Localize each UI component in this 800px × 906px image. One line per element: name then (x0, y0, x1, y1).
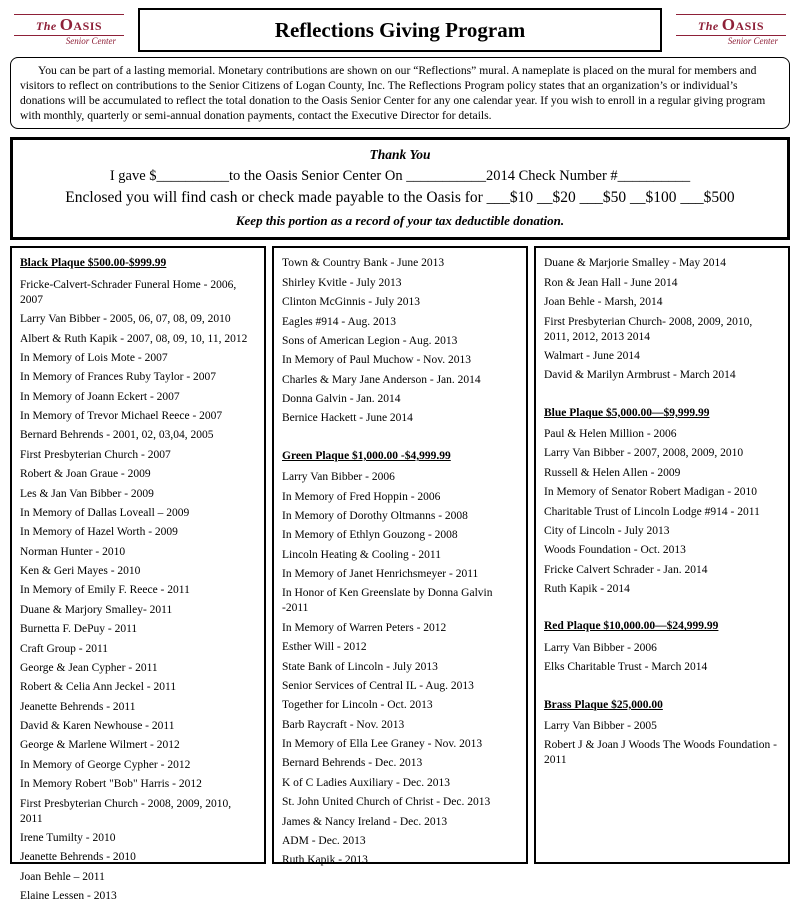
donor-entry: Craft Group - 2011 (20, 642, 109, 655)
donor-entry: Woods Foundation - Oct. 2013 (544, 544, 686, 557)
donor-entry: Sons of American Legion - Aug. 2013 (282, 334, 458, 347)
donor-entry: First Presbyterian Church - 2008, 2009, 2010, 2011 (20, 797, 232, 825)
donor-entry: Charles & Mary Jane Anderson - Jan. 2014 (282, 373, 481, 386)
donor-entry: In Memory of Senator Robert Madigan - 2010 (544, 486, 758, 499)
donor-entry: Larry Van Bibber - 2007, 2008, 2009, 2010 (544, 447, 744, 460)
donor-entry: Elks Charitable Trust - March 2014 (544, 661, 708, 674)
donor-entry: Clinton McGinnis - July 2013 (282, 296, 421, 309)
donor-entry: Fricke Calvert Schrader - Jan. 2014 (544, 563, 708, 576)
donor-entry: In Memory of Emily F. Reece - 2011 (20, 584, 190, 597)
plaque-section-heading: Black Plaque $500.00-$999.99 (20, 257, 167, 270)
donor-entry: ADM - Dec. 2013 (282, 834, 366, 847)
donor-entry: Ruth Kapik - 2013 (282, 854, 368, 867)
donor-entry: In Memory of Trevor Michael Reece - 2007 (20, 410, 223, 423)
donor-entry: City of Lincoln - July 2013 (544, 524, 670, 537)
donor-entry: In Honor of Ken Greenslate by Donna Galvin -2011 (282, 587, 493, 615)
donor-entry: Robert J & Joan J Woods The Woods Foundation - 2011 (544, 739, 777, 767)
donor-entry: Walmart - June 2014 (544, 349, 640, 362)
donor-entry: Burnetta F. DePuy - 2011 (20, 623, 138, 636)
donor-entry: James & Nancy Ireland - Dec. 2013 (282, 815, 448, 828)
logo-oasis-text: Oasis (59, 15, 103, 35)
donor-entry: George & Jean Cypher - 2011 (20, 661, 158, 674)
oasis-logo-wordmark (676, 15, 786, 35)
donor-entry: Ken & Geri Mayes - 2010 (20, 565, 141, 578)
page-header (10, 8, 790, 52)
donor-entry: Joan Behle – 2011 (20, 870, 105, 883)
donor-entry: Lincoln Heating & Cooling - 2011 (282, 548, 441, 561)
donor-entry: In Memory of Joann Eckert - 2007 (20, 390, 180, 403)
donor-column-3 (534, 246, 790, 864)
donor-entry: Joan Behle - Marsh, 2014 (544, 296, 663, 309)
plaque-section-heading: Blue Plaque $5,000.00—$9,999.99 (544, 406, 710, 419)
donor-entry: Fricke-Calvert-Schrader Funeral Home - 2006, 2007 (20, 278, 237, 306)
oasis-logo-wordmark (14, 15, 124, 35)
donor-entry: Ron & Jean Hall - June 2014 (544, 276, 678, 289)
program-description-text: You can be part of a lasting memorial. Monetary contributions are shown on our “Reflections” mural. A nameplate is placed on the mural for members and visitors to reflect on contributions to the Senior Citizens of Logan County, Inc. The Reflections Program policy states that an organization’s or individual’s donations will be accumulated to reflect the total donation to the Oasis Senior Center for any one calendar year. If you wish to enroll in a regular giving program with monthly, quarterly or semi-annual donation payments, contact the Executive Director for details. (20, 64, 766, 123)
donor-entry: David & Marilyn Armbrust - March 2014 (544, 369, 736, 382)
donation-form-box (10, 137, 790, 240)
donor-entry: Elaine Lessen - 2013 (20, 890, 117, 903)
donor-entry: Senior Services of Central IL - Aug. 2013 (282, 679, 474, 692)
donor-entry: St. John United Church of Christ - Dec. 2013 (282, 796, 491, 809)
donor-entry: Duane & Marjorie Smalley - May 2014 (544, 257, 727, 270)
donor-entry: Robert & Joan Graue - 2009 (20, 468, 151, 481)
donor-entry: Larry Van Bibber - 2005 (544, 719, 657, 732)
donor-entry: In Memory of Warren Peters - 2012 (282, 621, 447, 634)
donor-entry: Albert & Ruth Kapik - 2007, 08, 09, 10, 11, 2012 (20, 332, 248, 345)
donor-entry: In Memory of Fred Hoppin - 2006 (282, 490, 441, 503)
plaque-section-heading: Green Plaque $1,000.00 -$4,999.99 (282, 449, 451, 462)
oasis-logo-left (10, 8, 128, 52)
donation-amount-line: I gave $__________to the Oasis Senior Center On ___________2014 Check Number #__________ (109, 168, 691, 185)
thank-you-heading: Thank You (369, 147, 431, 163)
plaque-section-heading: Brass Plaque $25,000.00 (544, 698, 663, 711)
donor-entry: First Presbyterian Church- 2008, 2009, 2010, 2011, 2012, 2013 2014 (544, 315, 753, 343)
donor-entry: Duane & Marjory Smalley- 2011 (20, 603, 173, 616)
donor-entry: In Memory Robert "Bob" Harris - 2012 (20, 778, 202, 791)
donor-entry: Norman Hunter - 2010 (20, 545, 126, 558)
donor-entry: State Bank of Lincoln - July 2013 (282, 660, 438, 673)
donor-entry: George & Marlene Wilmert - 2012 (20, 739, 180, 752)
tax-record-note: Keep this portion as a record of your tax deductible donation. (235, 213, 565, 229)
logo-tagline: Senior Center (727, 35, 778, 46)
donor-entry: Eagles #914 - Aug. 2013 (282, 315, 397, 328)
logo-the-text: The (35, 19, 57, 34)
donor-entry: Charitable Trust of Lincoln Lodge #914 - 2011 (544, 505, 760, 518)
donor-entry: In Memory of Paul Muchow - Nov. 2013 (282, 354, 471, 367)
donor-entry: Bernice Hackett - June 2014 (282, 412, 413, 425)
donor-columns (10, 246, 790, 903)
donor-entry: Shirley Kvitle - July 2013 (282, 276, 402, 289)
donor-entry: First Presbyterian Church - 2007 (20, 448, 171, 461)
donor-entry: In Memory of Dallas Loveall – 2009 (20, 506, 190, 519)
donor-entry: In Memory of Hazel Worth - 2009 (20, 526, 178, 539)
donor-entry: In Memory of Frances Ruby Taylor - 2007 (20, 371, 217, 384)
donor-column-2 (272, 246, 528, 867)
program-description-box (10, 57, 790, 129)
donor-entry: Ruth Kapik - 2014 (544, 583, 630, 596)
plaque-section-heading: Red Plaque $10,000.00—$24,999.99 (544, 620, 719, 633)
donor-entry: Together for Lincoln - Oct. 2013 (282, 699, 433, 712)
oasis-logo-right (672, 8, 790, 52)
donor-entry: Donna Galvin - Jan. 2014 (282, 393, 401, 406)
enclosed-amount-line: Enclosed you will find cash or check made payable to the Oasis for ___$10 __$20 ___$50 __$100 ___$500 (65, 189, 735, 207)
donor-entry: Barb Raycraft - Nov. 2013 (282, 718, 405, 731)
donor-entry: Larry Van Bibber - 2005, 06, 07, 08, 09, 2010 (20, 313, 231, 326)
logo-tagline: Senior Center (65, 35, 116, 46)
donor-entry: In Memory of Dorothy Oltmanns - 2008 (282, 509, 468, 522)
donor-column-1 (10, 246, 266, 903)
donor-entry: Jeanette Behrends - 2010 (20, 851, 136, 864)
donor-entry: In Memory of Janet Henrichsmeyer - 2011 (282, 568, 479, 581)
donor-entry: Esther Will - 2012 (282, 641, 367, 654)
donor-entry: Bernard Behrends - 2001, 02, 03,04, 2005 (20, 429, 214, 442)
donor-entry: In Memory of Lois Mote - 2007 (20, 351, 168, 364)
donor-entry: Larry Van Bibber - 2006 (544, 641, 657, 654)
logo-the-text: The (697, 19, 719, 34)
donor-entry: Russell & Helen Allen - 2009 (544, 466, 681, 479)
donor-entry: Irene Tumilty - 2010 (20, 831, 116, 844)
donor-entry: Les & Jan Van Bibber - 2009 (20, 487, 154, 500)
donor-entry: Paul & Helen Million - 2006 (544, 428, 677, 441)
donor-entry: K of C Ladies Auxiliary - Dec. 2013 (282, 776, 450, 789)
donor-entry: In Memory of Ethlyn Gouzong - 2008 (282, 529, 458, 542)
donor-entry: Jeanette Behrends - 2011 (20, 700, 136, 713)
donor-entry: Bernard Behrends - Dec. 2013 (282, 757, 423, 770)
donor-entry: Robert & Celia Ann Jeckel - 2011 (20, 681, 177, 694)
donor-entry: In Memory of Ella Lee Graney - Nov. 2013 (282, 738, 483, 751)
page-title: Reflections Giving Program (274, 17, 526, 42)
title-box (138, 8, 662, 52)
donor-entry: David & Karen Newhouse - 2011 (20, 720, 175, 733)
logo-oasis-text: Oasis (721, 15, 765, 35)
donor-entry: Town & Country Bank - June 2013 (282, 257, 445, 270)
donor-entry: In Memory of George Cypher - 2012 (20, 758, 191, 771)
donor-entry: Larry Van Bibber - 2006 (282, 471, 395, 484)
